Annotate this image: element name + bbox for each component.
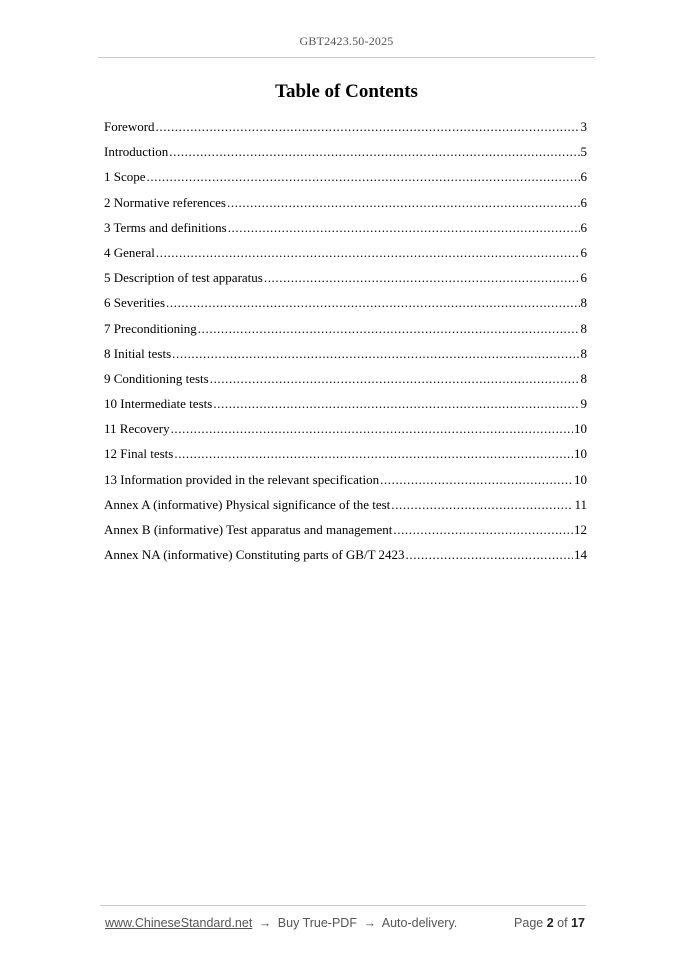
toc-entry-label: 9 Conditioning tests <box>104 370 209 386</box>
toc-entry-label: 1 Scope <box>104 169 146 185</box>
page-indicator <box>514 916 585 930</box>
dot-leader <box>228 220 580 236</box>
toc-entry-conditioning-tests[interactable] <box>104 371 587 396</box>
toc-entry-page: 8 <box>580 345 587 361</box>
toc-entry-label: 12 Final tests <box>104 446 174 462</box>
toc-entry-label: Annex A (informative) Physical significance of the test <box>104 496 391 512</box>
toc-entry-page: 6 <box>580 244 587 260</box>
toc-entry-foreword[interactable] <box>104 119 587 144</box>
footer-step-delivery: Auto-delivery. <box>381 916 458 930</box>
toc-entry-label: 10 Intermediate tests <box>104 396 213 412</box>
toc-entry-label: 6 Severities <box>104 295 166 311</box>
dot-leader <box>156 119 580 135</box>
toc-entry-page: 8 <box>580 320 587 336</box>
toc-entry-initial-tests[interactable] <box>104 346 587 371</box>
toc-entry-annex-a[interactable] <box>104 497 587 522</box>
toc-entry-page: 14 <box>574 547 587 563</box>
running-header: GBT2423.50-2025 <box>299 34 394 48</box>
toc-entry-scope[interactable] <box>104 169 587 194</box>
toc-entry-label: Annex NA (informative) Constituting parts of GB/T 2423 <box>104 547 405 563</box>
page-total: 17 <box>571 916 585 930</box>
toc-entry-label: Introduction <box>104 144 169 160</box>
dot-leader <box>406 547 573 563</box>
toc-entry-label: 4 General <box>104 244 155 260</box>
dot-leader <box>169 144 579 160</box>
toc-entry-information-provided[interactable] <box>104 472 587 497</box>
toc-entry-page: 8 <box>580 370 587 386</box>
header-divider <box>98 57 595 58</box>
toc-entry-label: 13 Information provided in the relevant specification <box>104 471 380 487</box>
toc-entry-preconditioning[interactable] <box>104 321 587 346</box>
toc-entry-page: 10 <box>574 421 587 437</box>
toc-entry-final-tests[interactable] <box>104 446 587 471</box>
toc-entry-label: Annex B (informative) Test apparatus and management <box>104 522 393 537</box>
toc-entry-page: 10 <box>574 446 587 462</box>
toc-entry-page: 9 <box>580 396 587 412</box>
toc-entry-intermediate-tests[interactable] <box>104 396 587 421</box>
toc-entry-page: 3 <box>580 119 587 134</box>
dot-leader <box>171 421 573 437</box>
toc-entry-annex-b[interactable] <box>104 522 587 547</box>
toc-entry-label: Foreword <box>104 119 155 134</box>
toc-entry-page: 5 <box>580 144 587 160</box>
toc-entry-label: 7 Preconditioning <box>104 320 197 336</box>
toc-entry-page: 6 <box>580 219 587 235</box>
footer-divider <box>100 905 586 906</box>
dot-leader <box>393 522 573 538</box>
toc-entry-general[interactable] <box>104 245 587 270</box>
toc-entry-label: 3 Terms and definitions <box>104 219 227 235</box>
toc-entry-label: 11 Recovery <box>104 421 170 437</box>
dot-leader <box>172 346 579 362</box>
table-of-contents <box>104 119 587 572</box>
toc-entry-label: 2 Normative references <box>104 194 226 210</box>
toc-entry-introduction[interactable] <box>104 144 587 169</box>
site-link[interactable]: www.ChineseStandard.net <box>105 916 253 930</box>
page-of: of <box>557 916 568 930</box>
dot-leader <box>210 371 580 387</box>
dot-leader <box>147 169 580 185</box>
page-footer <box>105 916 585 930</box>
page-word: Page <box>514 916 544 930</box>
toc-entry-page: 11 <box>574 496 587 512</box>
dot-leader <box>174 446 573 462</box>
arrow-right-icon: → <box>363 916 376 930</box>
footer-step-buy: Buy True-PDF <box>277 916 357 930</box>
page-current: 2 <box>546 916 554 930</box>
dot-leader <box>227 195 580 211</box>
dot-leader <box>391 497 573 513</box>
toc-entry-page: 6 <box>580 194 587 210</box>
toc-entry-page: 10 <box>574 471 587 487</box>
toc-entry-label: 5 Description of test apparatus <box>104 270 263 286</box>
arrow-right-icon: → <box>258 916 272 930</box>
toc-entry-page: 12 <box>574 522 587 537</box>
dot-leader <box>166 295 579 311</box>
toc-entry-annex-na[interactable] <box>104 547 587 572</box>
toc-entry-label: 8 Initial tests <box>104 345 172 361</box>
dot-leader <box>213 396 579 412</box>
toc-entry-terms-and-definitions[interactable] <box>104 220 587 245</box>
toc-entry-recovery[interactable] <box>104 421 587 446</box>
toc-entry-normative-references[interactable] <box>104 195 587 220</box>
toc-entry-page: 6 <box>580 169 587 185</box>
toc-entry-page: 8 <box>580 295 587 311</box>
dot-leader <box>264 270 580 286</box>
footer-promo <box>105 916 457 930</box>
page-title: Table of Contents <box>275 81 418 102</box>
dot-leader <box>198 321 580 337</box>
dot-leader <box>380 472 573 488</box>
dot-leader <box>156 245 580 261</box>
toc-entry-test-apparatus[interactable] <box>104 270 587 295</box>
toc-entry-page: 6 <box>580 270 587 286</box>
toc-entry-severities[interactable] <box>104 295 587 320</box>
